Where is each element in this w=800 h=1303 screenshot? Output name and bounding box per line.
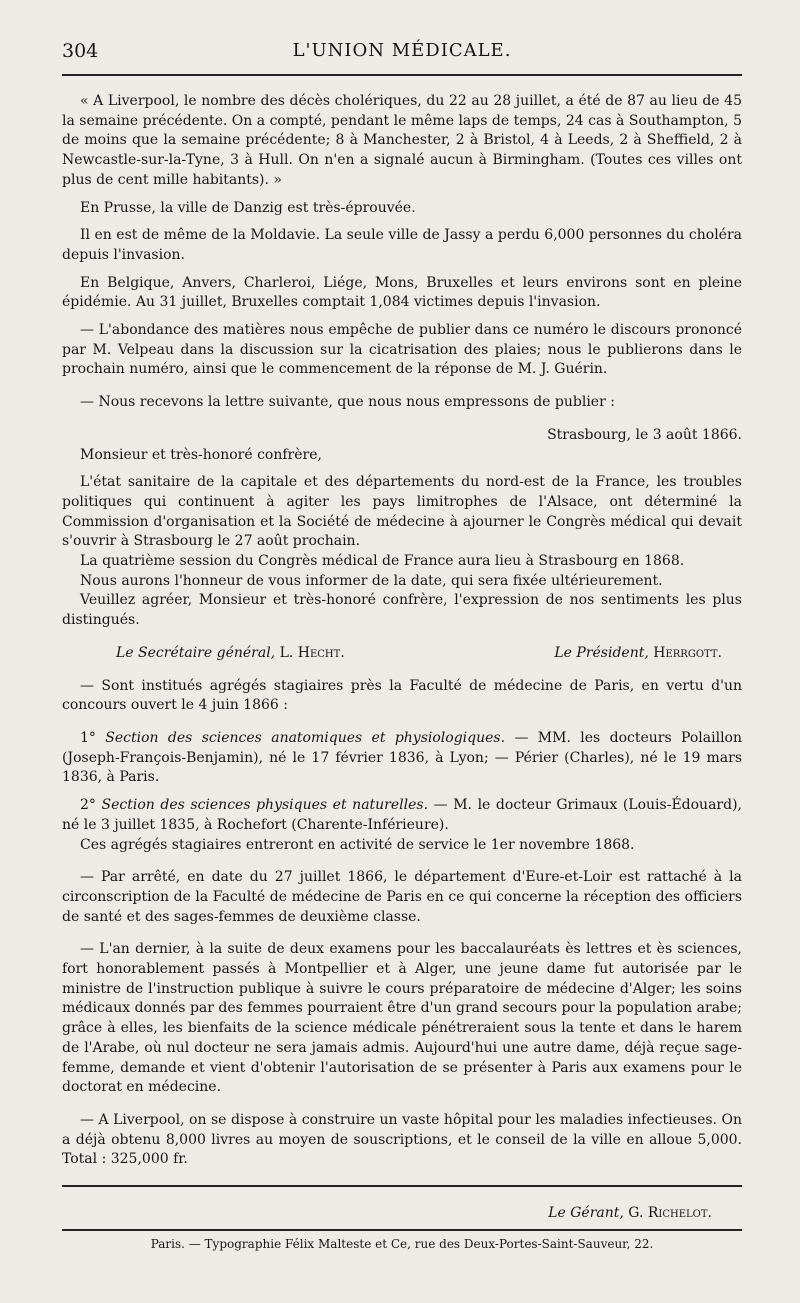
section-entry: 1° Section des sciences anatomiques et physiologiques. — MM. les docteurs Polaillon (Joseph-François-Benjamin), né le 17 février 1836, à Lyon; — Périer (Charles), né le 19 mars 1836, à Paris. xyxy=(62,729,743,786)
section-entry: 2° Section des sciences physiques et naturelles. — M. le docteur Grimaux (Louis-Édouard), né le 3 juillet 1835, à Rochefort (Charente-Inférieure). xyxy=(62,797,742,833)
letter-salutation: Monsieur et très-honoré confrère, xyxy=(80,446,322,463)
paragraph: — L'abondance des matières nous empêche de publier dans ce numéro le discours prononcé par M. Velpeau dans la discussion sur la cicatrisation des plaies; nous le publierons dans le prochain numéro, ainsi que le commencement de la réponse de M. J. Guérin. xyxy=(62,322,742,378)
footer-rule-bottom xyxy=(62,1229,742,1231)
page-header xyxy=(62,40,742,70)
paragraph: — Sont institués agrégés stagiaires près la Faculté de médecine de Paris, en vertu d'un concours ouvert le 4 juin 1866 : xyxy=(62,677,742,714)
paragraph: — Par arrêté, en date du 27 juillet 1866, le département d'Eure-et-Loir est rattaché à la circonscription de la Faculté de médecine de Paris en ce qui concerne la réception des officiers de santé et des sages-femmes de deuxième classe. xyxy=(62,869,742,925)
paragraph: — A Liverpool, on se dispose à construire un vaste hôpital pour les maladies infectieuses. On a déjà obtenu 8,000 livres au moyen de souscriptions, et le conseil de la ville en alloue 5,000. Total : 325,000 fr. xyxy=(62,1111,742,1168)
paragraph: — L'an dernier, à la suite de deux examens pour les baccalauréats ès lettres et ès sciences, fort honorablement passés à Montpellier et à Alger, une jeune dame fut autorisée par le ministre de l'instruction publique à suivre le cours préparatoire de médecine d'Alger; les soins médicaux donnés par des femmes pourraient être d'un grand secours pour la population arabe; grâce à elles, les bienfaits de la science médicale pénétreraient sous la tente et dans le harem de l'Arabe, où nul docteur ne sera jamais admis. Aujourd'hui une autre dame, déjà reçue sage-femme, demande et vient d'obtenir l'autorisation de se présenter à Paris aux examens pour le doctorat en médecine. xyxy=(62,941,742,1096)
letter-signatures xyxy=(62,644,742,664)
paragraph: En Prusse, la ville de Danzig est très-éprouvée. xyxy=(80,199,416,216)
paragraph: Il en est de même de la Moldavie. La seule ville de Jassy a perdu 6,000 personnes du choléra depuis l'invasion. xyxy=(62,227,742,263)
footer-rule-top xyxy=(62,1185,742,1187)
paragraph: Ces agrégés stagiaires entreront en activité de service le 1er novembre 1868. xyxy=(80,836,635,853)
letter-paragraph: La quatrième session du Congrès médical de France aura lieu à Strasbourg en 1868. xyxy=(80,553,685,570)
letter-place-date: Strasbourg, le 3 août 1866. xyxy=(547,426,742,443)
letter-paragraph: L'état sanitaire de la capitale et des départements du nord-est de la France, les troubles politiques qui continuent à agiter les pays limitrophes de l'Alsace, ont déterminé la Commission d'organisation et la Société de médecine à ajourner le Congrès médical qui devait s'ouvrir à Strasbourg le 27 août prochain. xyxy=(62,474,742,550)
signature-secretary: Le Secrétaire général, L. Hecht. xyxy=(116,644,345,661)
paragraph: En Belgique, Anvers, Charleroi, Liége, Mons, Bruxelles et leurs environs sont en pleine épidémie. Au 31 juillet, Bruxelles comptait 1,084 victimes depuis l'invasion. xyxy=(62,274,742,311)
letter-paragraph: Veuillez agréer, Monsieur et très-honoré confrère, l'expression de nos sentiments les plus distingués. xyxy=(62,592,742,629)
paragraph: — Nous recevons la lettre suivante, que nous nous empressons de publier : xyxy=(80,394,615,411)
paragraph: « A Liverpool, le nombre des décès cholériques, du 22 au 28 juillet, a été de 87 au lieu de 45 la semaine précédente. On a compté, pendant le même laps de temps, 24 cas à Southampton, 5 de moins que la semaine précédente; 8 à Manchester, 2 à Bristol, 4 à Leeds, 2 à Sheffield, 2 à Newcastle-sur-la-Tyne, 3 à Hull. On n'en a signalé aucun à Birmingham. (Toutes ces villes ont plus de cent mille habitants). » xyxy=(62,93,742,188)
journal-title: L'UNION MÉDICALE. xyxy=(292,40,512,61)
header-rule xyxy=(62,74,742,76)
printer-imprint: Paris. — Typographie Félix Malteste et Ce, rue des Deux-Portes-Saint-Sauveur, 22. xyxy=(150,1237,654,1251)
letter-paragraph: Nous aurons l'honneur de vous informer de la date, qui sera fixée ultérieurement. xyxy=(80,572,663,589)
page-number: 304 xyxy=(62,40,99,62)
article-body xyxy=(62,92,742,1170)
gerant-signature: Le Gérant, G. Richelot. xyxy=(548,1205,712,1221)
signature-president: Le Président, Herrgott. xyxy=(554,644,722,661)
